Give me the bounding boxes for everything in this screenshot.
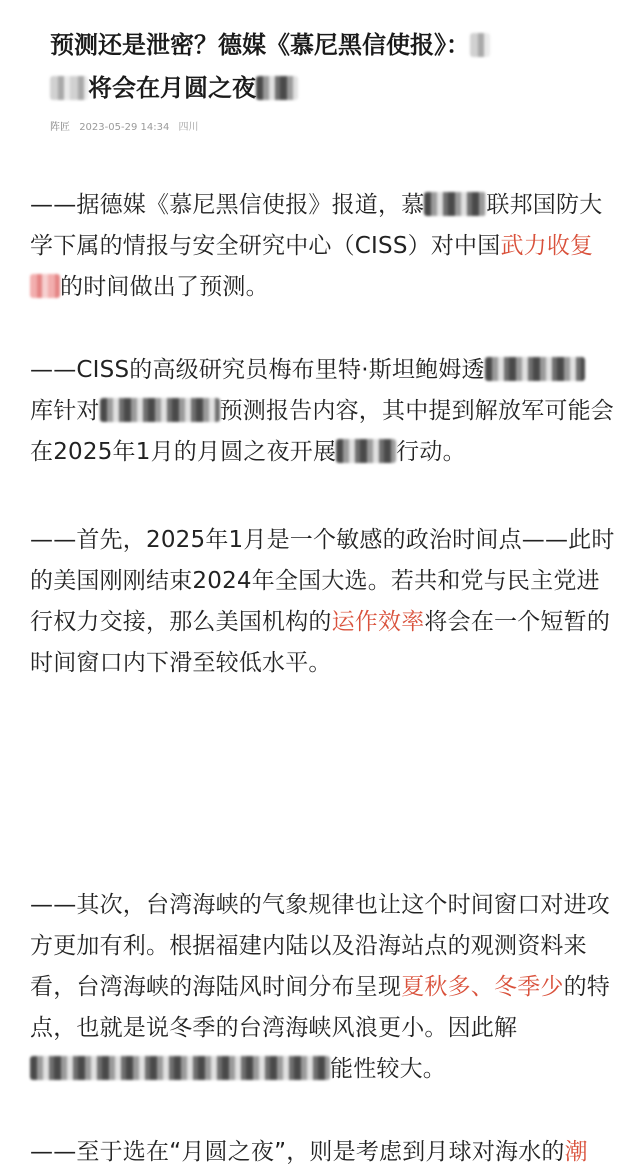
paragraph-text: ——据德媒《慕尼黑信使报》报道，慕 (30, 192, 425, 218)
redaction-blur (470, 33, 490, 57)
title-text: 将会在月圆之夜 (88, 74, 256, 102)
article-meta (50, 118, 205, 133)
redaction-blur (336, 439, 396, 463)
publish-time: 2023-05-29 14:34 (79, 122, 170, 133)
title-text: 预测还是泄密？德媒《慕尼黑信使报》： (50, 31, 470, 59)
article-title (50, 24, 610, 110)
paragraph-text: ——至于选在“月圆之夜”，则是考虑到月球对海水的 (30, 1139, 565, 1164)
highlight-text: 武力收复 (500, 233, 594, 259)
paragraph-2 (30, 350, 615, 473)
paragraph-text: 的时间做出了预测。 (60, 274, 269, 300)
publish-location: 四川 (178, 122, 199, 133)
paragraph-3 (30, 520, 615, 684)
paragraph-text: ——首先，2025年1月是一个敏感的政治时间点——此时的美国刚刚结束2024年全国大选。若共和党与民主党进行权力交接，那么美国机构的 (30, 527, 615, 635)
redaction-blur (100, 398, 220, 422)
highlight-text: 夏秋多、冬季少 (401, 974, 564, 1000)
paragraph-text: 库针对 (30, 398, 100, 424)
redaction-blur (256, 76, 298, 100)
paragraph-text: 预测报告内容，其中提到解放军可能会在2025年1月的月圆之夜开展 (30, 398, 615, 465)
highlight-text: 运作效率 (331, 609, 425, 635)
redaction-blur (485, 357, 585, 381)
paragraph-text: 联邦国防大学下属的情报与安全研究中心（CISS）对中国 (30, 192, 603, 259)
redaction-blur (424, 192, 486, 216)
paragraph-text: ——CISS的高级研究员梅布里特·斯坦鲍姆透 (30, 357, 485, 383)
highlight-text: 潮 (564, 1139, 588, 1164)
redaction-blur (30, 1056, 330, 1080)
paragraph-text: ——其次，台湾海峡的气象规律也让这个时间窗口对进攻方更加有利。根据福建内陆以及沿海站点的观测资料来看，台湾海峡的海陆风时间分布呈现 (30, 892, 610, 1000)
author-name: 阵匠 (50, 122, 70, 133)
redaction-blur (50, 76, 88, 100)
paragraph-text: 将会在一个短暂的时间窗口内下滑至较低水平。 (30, 609, 611, 676)
paragraph-text: 能性较大。 (330, 1056, 446, 1082)
paragraph-1 (30, 185, 615, 308)
paragraph-text: 的特点，也就是说冬季的台湾海峡风浪更小。因此解 (30, 974, 611, 1041)
paragraph-text: 行动。 (396, 439, 466, 465)
paragraph-4 (30, 885, 615, 1090)
redaction-blur (30, 274, 60, 298)
paragraph-5 (30, 1132, 615, 1164)
